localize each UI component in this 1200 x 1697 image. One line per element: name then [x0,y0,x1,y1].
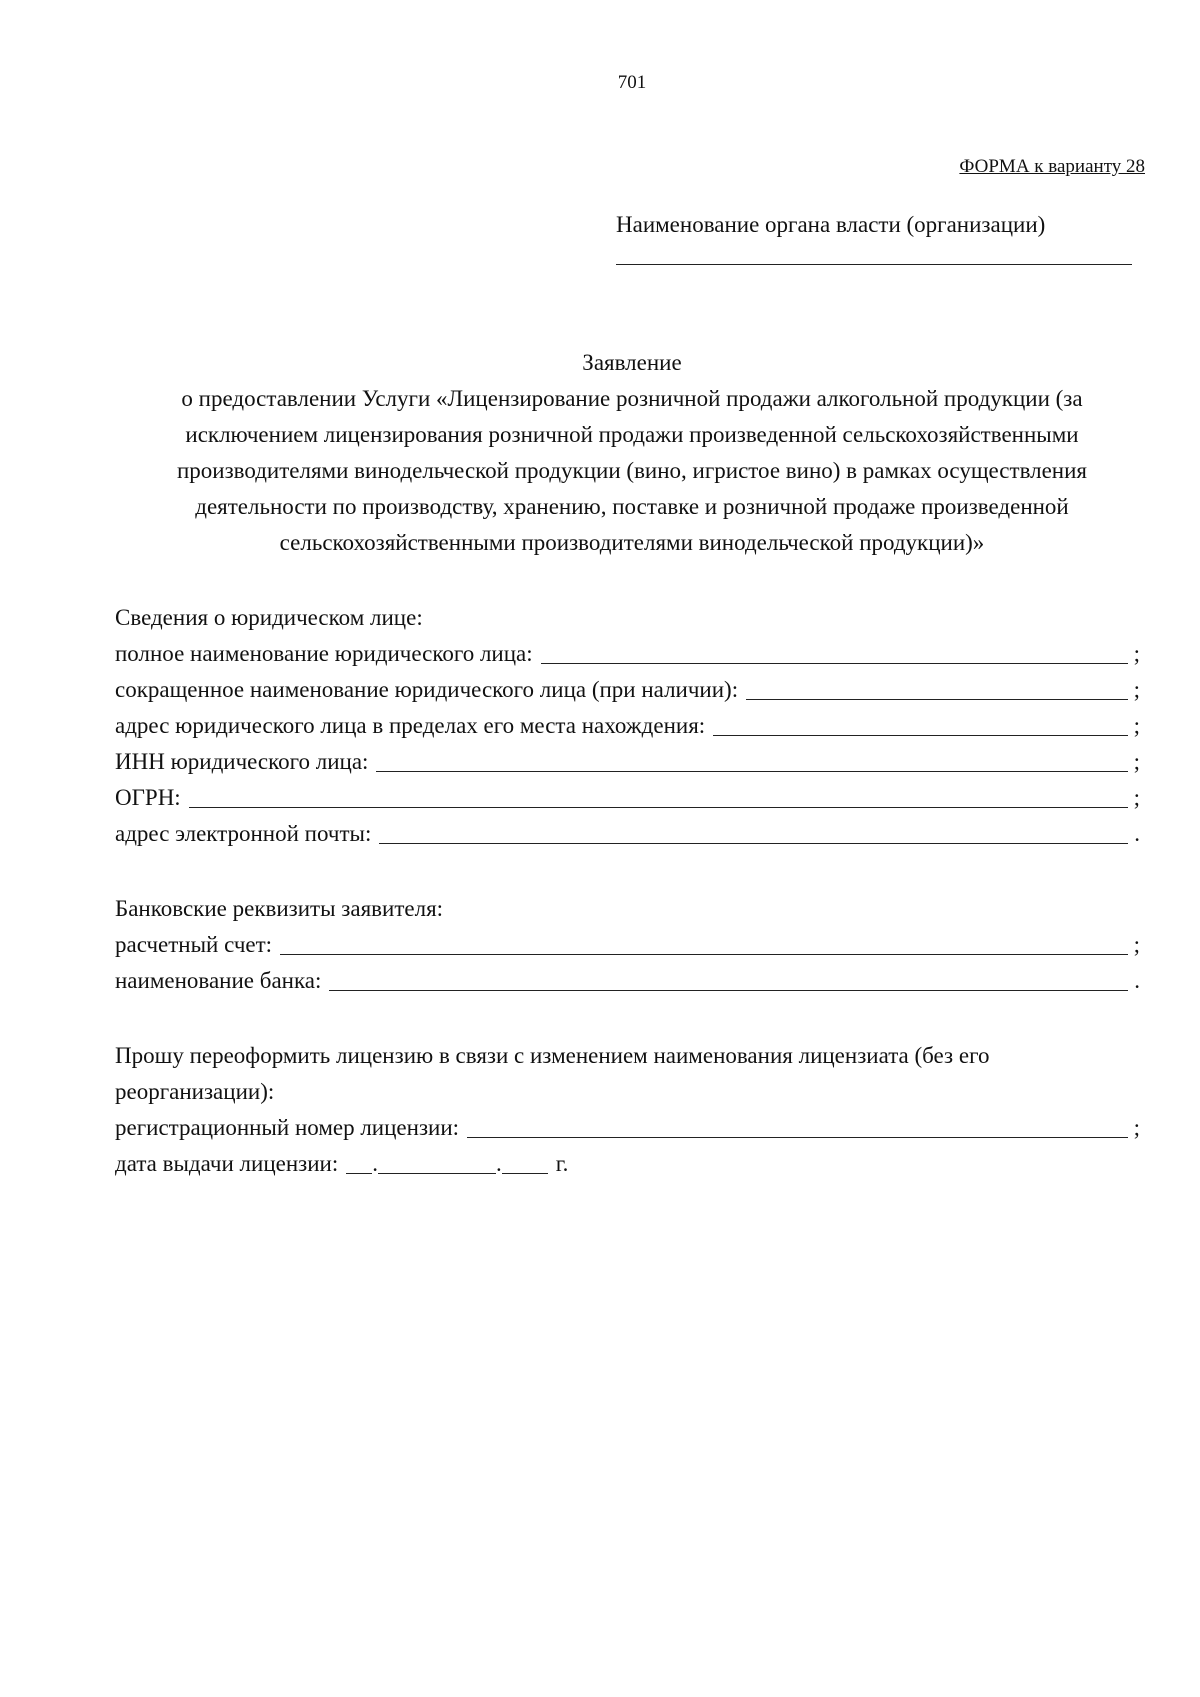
field-label: адрес электронной почты: [115,821,372,846]
issue-year-input[interactable] [502,1173,548,1174]
form-label: ФОРМА к варианту 28 [959,156,1145,177]
issue-month-input[interactable] [378,1173,496,1174]
request-text: Прошу переоформить лицензию в связи с изменением наименования лицензиата (без его реорганизации): [115,1043,990,1104]
authority-input-line[interactable] [616,264,1132,265]
field-label: ИНН юридического лица: [115,749,369,774]
field-label: наименование банка: [115,968,322,993]
title-head: Заявление [582,350,682,375]
field-end: ; [1133,677,1140,702]
field-label: ОГРН: [115,785,181,810]
inn-input-line[interactable] [376,771,1127,772]
field-end: ; [1133,1115,1140,1140]
account-input-line[interactable] [280,954,1128,955]
field-row-full-name [115,636,1140,672]
field-end: ; [1133,749,1140,774]
request-section [115,1038,1140,1182]
license-number-input-line[interactable] [467,1137,1128,1138]
ogrn-input-line[interactable] [189,807,1128,808]
page-number: 701 [617,72,647,93]
full-name-input-line[interactable] [541,663,1128,664]
date-separator: . [496,1151,502,1176]
field-end: . [1134,821,1140,846]
field-end: ; [1133,932,1140,957]
legal-entity-heading: Сведения о юридическом лице: [115,605,423,630]
email-input-line[interactable] [379,843,1128,844]
bank-name-input-line[interactable] [329,990,1128,991]
bank-section [115,891,1140,999]
title-text: о предоставлении Услуги «Лицензирование розничной продажи алкогольной продукции (за исключением лицензирования розничной продажи произведенной сельскохозяйственными производителями винодельческой продукции (вино, игристое вино) в рамках осуществления деятельности по производству, хранению, поставке и розничной продаже произведенной сельскохозяйственными производителями винодельческой продукции)» [176,386,1088,555]
legal-entity-section [115,600,1140,852]
date-label: дата выдачи лицензии: [115,1151,339,1176]
field-row-account [115,927,1140,963]
field-end: ; [1133,713,1140,738]
field-row-short-name [115,672,1140,708]
field-row-email [115,816,1140,852]
date-row [115,1146,1140,1182]
date-separator: . [372,1151,378,1176]
bank-heading: Банковские реквизиты заявителя: [115,896,444,921]
field-end: . [1134,968,1140,993]
field-end: ; [1133,785,1140,810]
field-row-license-number [115,1110,1140,1146]
field-label: полное наименование юридического лица: [115,641,533,666]
date-suffix: г. [555,1151,569,1176]
field-label: расчетный счет: [115,932,273,957]
issue-day-input[interactable] [346,1173,372,1174]
field-label: регистрационный номер лицензии: [115,1115,460,1140]
field-row-inn [115,744,1140,780]
authority-label: Наименование органа власти (организации) [616,212,1046,237]
field-row-ogrn [115,780,1140,816]
field-row-bank-name [115,963,1140,999]
document-title [150,345,1114,561]
field-end: ; [1133,641,1140,666]
field-row-address [115,708,1140,744]
short-name-input-line[interactable] [746,699,1128,700]
field-label: сокращенное наименование юридического лица (при наличии): [115,677,739,702]
field-label: адрес юридического лица в пределах его места нахождения: [115,713,706,738]
address-input-line[interactable] [713,735,1127,736]
